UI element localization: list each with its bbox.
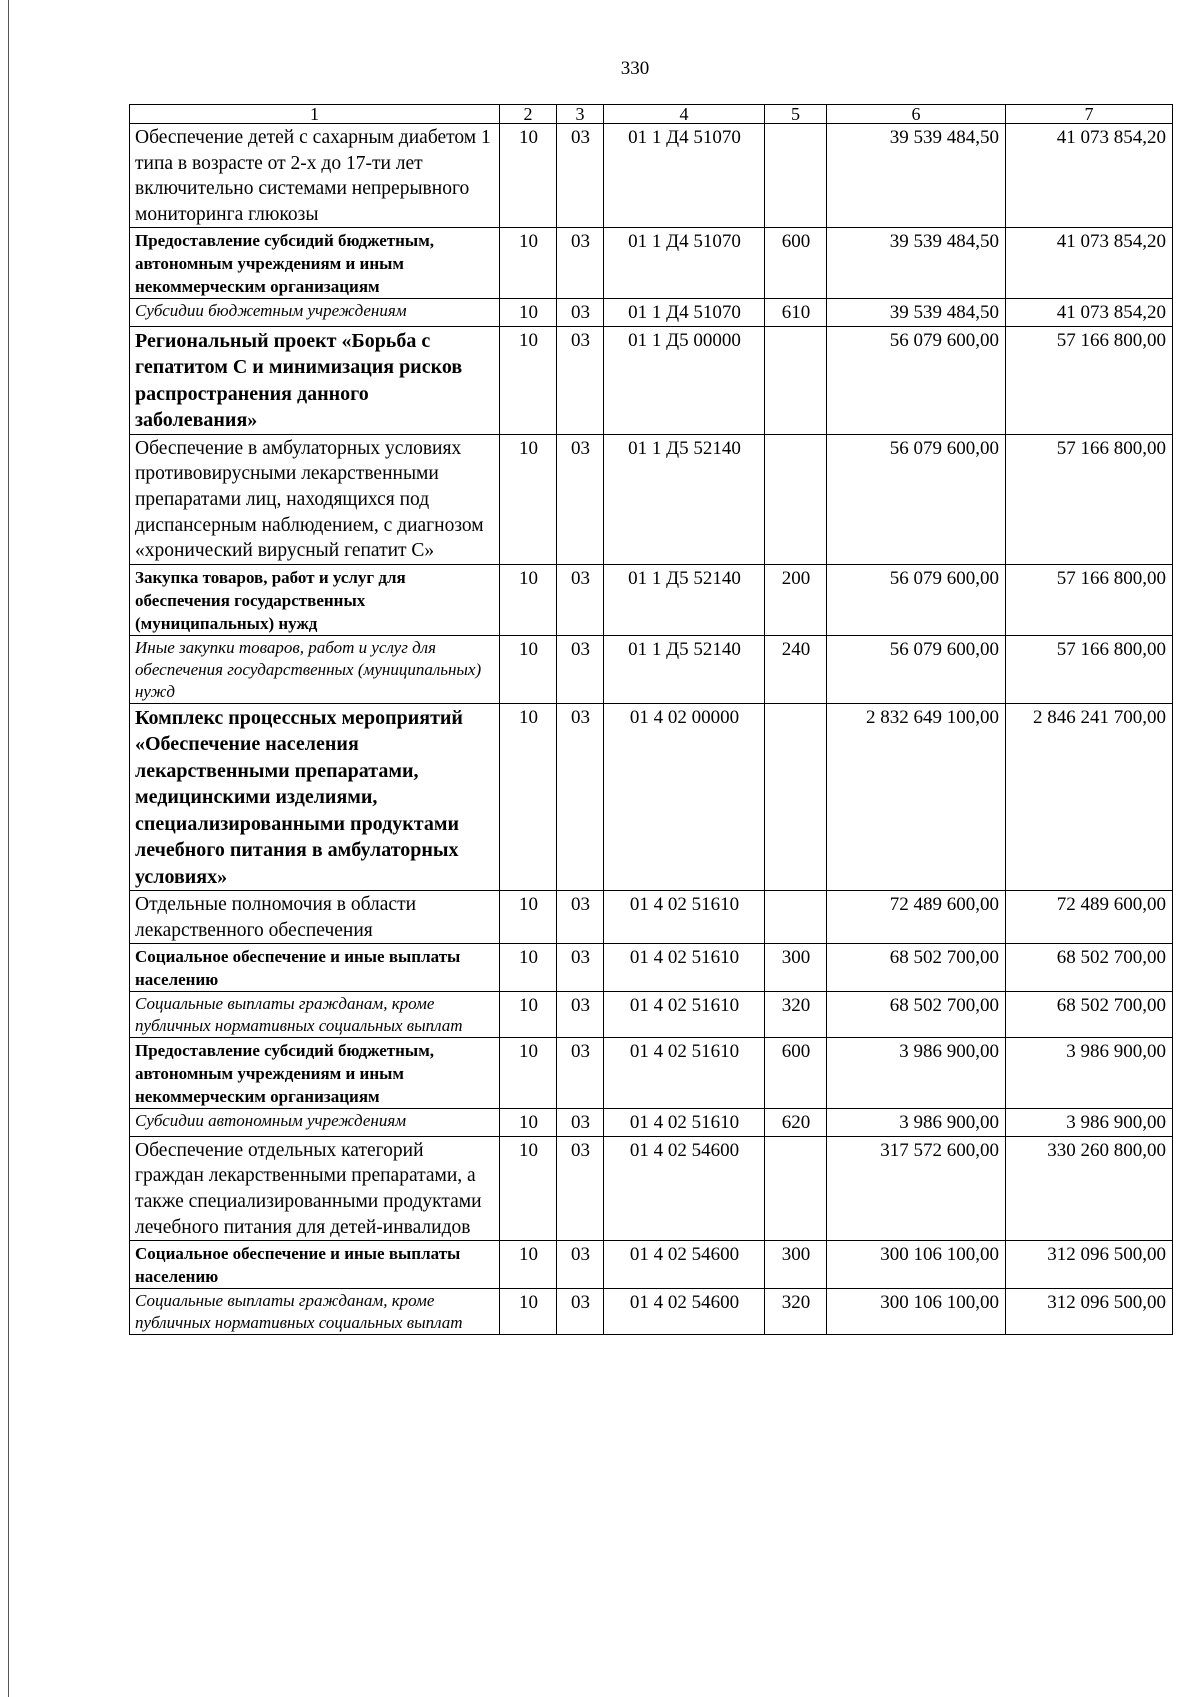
row-name-cell: Социальные выплаты гражданам, кроме публичных нормативных социальных выплат bbox=[130, 992, 500, 1038]
row-name-cell: Социальное обеспечение и иные выплаты населению bbox=[130, 1241, 500, 1289]
row-name-cell: Предоставление субсидий бюджетным, автономным учреждениям и иным некоммерческим организациям bbox=[130, 228, 500, 299]
table-row bbox=[130, 992, 1173, 1038]
expense-type-cell: 610 bbox=[765, 299, 827, 326]
section-code-cell: 10 bbox=[500, 992, 557, 1038]
column-header: 6 bbox=[827, 105, 1006, 124]
section-code-cell: 10 bbox=[500, 124, 557, 228]
section-code-cell: 10 bbox=[500, 1109, 557, 1136]
amount-year2-cell: 41 073 854,20 bbox=[1006, 299, 1173, 326]
subsection-code-cell: 03 bbox=[557, 299, 604, 326]
column-header: 1 bbox=[130, 105, 500, 124]
column-header: 5 bbox=[765, 105, 827, 124]
table-row bbox=[130, 299, 1173, 326]
table-header-row bbox=[130, 105, 1173, 124]
target-article-cell: 01 1 Д5 00000 bbox=[604, 326, 765, 434]
target-article-cell: 01 1 Д4 51070 bbox=[604, 299, 765, 326]
amount-year2-cell: 41 073 854,20 bbox=[1006, 228, 1173, 299]
subsection-code-cell: 03 bbox=[557, 1136, 604, 1240]
target-article-cell: 01 4 02 00000 bbox=[604, 703, 765, 891]
section-code-cell: 10 bbox=[500, 1289, 557, 1335]
subsection-code-cell: 03 bbox=[557, 1109, 604, 1136]
target-article-cell: 01 4 02 51610 bbox=[604, 992, 765, 1038]
subsection-code-cell: 03 bbox=[557, 1241, 604, 1289]
section-code-cell: 10 bbox=[500, 299, 557, 326]
section-code-cell: 10 bbox=[500, 703, 557, 891]
subsection-code-cell: 03 bbox=[557, 228, 604, 299]
section-code-cell: 10 bbox=[500, 326, 557, 434]
subsection-code-cell: 03 bbox=[557, 1289, 604, 1335]
row-name-cell: Обеспечение детей с сахарным диабетом 1 типа в возрасте от 2-х до 17-ти лет включительно системами непрерывного мониторинга глюкозы bbox=[130, 124, 500, 228]
row-name-cell: Субсидии бюджетным учреждениям bbox=[130, 299, 500, 326]
amount-year1-cell: 300 106 100,00 bbox=[827, 1289, 1006, 1335]
amount-year1-cell: 72 489 600,00 bbox=[827, 891, 1006, 944]
row-name-cell: Социальные выплаты гражданам, кроме публичных нормативных социальных выплат bbox=[130, 1289, 500, 1335]
section-code-cell: 10 bbox=[500, 891, 557, 944]
page-edge-line bbox=[8, 0, 9, 1697]
target-article-cell: 01 1 Д5 52140 bbox=[604, 434, 765, 564]
column-header: 7 bbox=[1006, 105, 1173, 124]
expense-type-cell: 240 bbox=[765, 635, 827, 703]
table-row bbox=[130, 1136, 1173, 1240]
target-article-cell: 01 4 02 54600 bbox=[604, 1289, 765, 1335]
section-code-cell: 10 bbox=[500, 1038, 557, 1109]
amount-year1-cell: 300 106 100,00 bbox=[827, 1241, 1006, 1289]
amount-year2-cell: 68 502 700,00 bbox=[1006, 992, 1173, 1038]
section-code-cell: 10 bbox=[500, 944, 557, 992]
amount-year2-cell: 3 986 900,00 bbox=[1006, 1038, 1173, 1109]
table-row bbox=[130, 944, 1173, 992]
amount-year2-cell: 68 502 700,00 bbox=[1006, 944, 1173, 992]
table-row bbox=[130, 1038, 1173, 1109]
section-code-cell: 10 bbox=[500, 1241, 557, 1289]
target-article-cell: 01 1 Д4 51070 bbox=[604, 228, 765, 299]
expense-type-cell bbox=[765, 1136, 827, 1240]
subsection-code-cell: 03 bbox=[557, 564, 604, 635]
table-row bbox=[130, 1241, 1173, 1289]
budget-table bbox=[129, 104, 1173, 1335]
amount-year2-cell: 57 166 800,00 bbox=[1006, 635, 1173, 703]
section-code-cell: 10 bbox=[500, 1136, 557, 1240]
row-name-cell: Закупка товаров, работ и услуг для обеспечения государственных (муниципальных) нужд bbox=[130, 564, 500, 635]
subsection-code-cell: 03 bbox=[557, 703, 604, 891]
amount-year2-cell: 330 260 800,00 bbox=[1006, 1136, 1173, 1240]
column-header: 2 bbox=[500, 105, 557, 124]
row-name-cell: Иные закупки товаров, работ и услуг для обеспечения государственных (муниципальных) нужд bbox=[130, 635, 500, 703]
amount-year1-cell: 3 986 900,00 bbox=[827, 1038, 1006, 1109]
expense-type-cell: 300 bbox=[765, 944, 827, 992]
amount-year1-cell: 56 079 600,00 bbox=[827, 434, 1006, 564]
amount-year1-cell: 56 079 600,00 bbox=[827, 564, 1006, 635]
expense-type-cell bbox=[765, 124, 827, 228]
expense-type-cell: 600 bbox=[765, 228, 827, 299]
table-row bbox=[130, 228, 1173, 299]
row-name-cell: Отдельные полномочия в области лекарственного обеспечения bbox=[130, 891, 500, 944]
amount-year1-cell: 39 539 484,50 bbox=[827, 299, 1006, 326]
table-row bbox=[130, 703, 1173, 891]
amount-year1-cell: 39 539 484,50 bbox=[827, 228, 1006, 299]
amount-year2-cell: 57 166 800,00 bbox=[1006, 434, 1173, 564]
table-row bbox=[130, 124, 1173, 228]
table-row bbox=[130, 326, 1173, 434]
target-article-cell: 01 4 02 54600 bbox=[604, 1241, 765, 1289]
section-code-cell: 10 bbox=[500, 635, 557, 703]
column-header: 4 bbox=[604, 105, 765, 124]
subsection-code-cell: 03 bbox=[557, 124, 604, 228]
amount-year2-cell: 57 166 800,00 bbox=[1006, 326, 1173, 434]
amount-year2-cell: 312 096 500,00 bbox=[1006, 1289, 1173, 1335]
amount-year2-cell: 2 846 241 700,00 bbox=[1006, 703, 1173, 891]
table-row bbox=[130, 1109, 1173, 1136]
target-article-cell: 01 4 02 54600 bbox=[604, 1136, 765, 1240]
target-article-cell: 01 4 02 51610 bbox=[604, 944, 765, 992]
row-name-cell: Региональный проект «Борьба с гепатитом С и минимизация рисков распространения данного заболевания» bbox=[130, 326, 500, 434]
row-name-cell: Обеспечение отдельных категорий граждан лекарственными препаратами, а также специализированными продуктами лечебного питания для детей-инвалидов bbox=[130, 1136, 500, 1240]
subsection-code-cell: 03 bbox=[557, 944, 604, 992]
amount-year2-cell: 57 166 800,00 bbox=[1006, 564, 1173, 635]
table-row bbox=[130, 635, 1173, 703]
amount-year2-cell: 312 096 500,00 bbox=[1006, 1241, 1173, 1289]
subsection-code-cell: 03 bbox=[557, 992, 604, 1038]
row-name-cell: Обеспечение в амбулаторных условиях противовирусными лекарственными препаратами лиц, находящихся под диспансерным наблюдением, с диагнозом «хронический вирусный гепатит С» bbox=[130, 434, 500, 564]
table-row bbox=[130, 434, 1173, 564]
amount-year1-cell: 39 539 484,50 bbox=[827, 124, 1006, 228]
amount-year1-cell: 56 079 600,00 bbox=[827, 635, 1006, 703]
expense-type-cell bbox=[765, 326, 827, 434]
table-row bbox=[130, 564, 1173, 635]
amount-year2-cell: 41 073 854,20 bbox=[1006, 124, 1173, 228]
amount-year2-cell: 3 986 900,00 bbox=[1006, 1109, 1173, 1136]
target-article-cell: 01 1 Д5 52140 bbox=[604, 564, 765, 635]
expense-type-cell bbox=[765, 703, 827, 891]
subsection-code-cell: 03 bbox=[557, 1038, 604, 1109]
expense-type-cell: 320 bbox=[765, 1289, 827, 1335]
target-article-cell: 01 1 Д4 51070 bbox=[604, 124, 765, 228]
amount-year1-cell: 317 572 600,00 bbox=[827, 1136, 1006, 1240]
target-article-cell: 01 4 02 51610 bbox=[604, 1109, 765, 1136]
expense-type-cell: 320 bbox=[765, 992, 827, 1038]
amount-year1-cell: 68 502 700,00 bbox=[827, 944, 1006, 992]
section-code-cell: 10 bbox=[500, 564, 557, 635]
section-code-cell: 10 bbox=[500, 434, 557, 564]
target-article-cell: 01 1 Д5 52140 bbox=[604, 635, 765, 703]
amount-year1-cell: 3 986 900,00 bbox=[827, 1109, 1006, 1136]
row-name-cell: Социальное обеспечение и иные выплаты населению bbox=[130, 944, 500, 992]
target-article-cell: 01 4 02 51610 bbox=[604, 891, 765, 944]
amount-year1-cell: 56 079 600,00 bbox=[827, 326, 1006, 434]
amount-year1-cell: 2 832 649 100,00 bbox=[827, 703, 1006, 891]
subsection-code-cell: 03 bbox=[557, 635, 604, 703]
table-row bbox=[130, 1289, 1173, 1335]
column-header: 3 bbox=[557, 105, 604, 124]
expense-type-cell bbox=[765, 891, 827, 944]
row-name-cell: Комплекс процессных мероприятий «Обеспечение населения лекарственными препаратами, медицинскими изделиями, специализированными продуктами лечебного питания в амбулаторных условиях» bbox=[130, 703, 500, 891]
expense-type-cell: 300 bbox=[765, 1241, 827, 1289]
subsection-code-cell: 03 bbox=[557, 326, 604, 434]
subsection-code-cell: 03 bbox=[557, 891, 604, 944]
subsection-code-cell: 03 bbox=[557, 434, 604, 564]
section-code-cell: 10 bbox=[500, 228, 557, 299]
amount-year1-cell: 68 502 700,00 bbox=[827, 992, 1006, 1038]
page-number: 330 bbox=[620, 58, 650, 79]
table-row bbox=[130, 891, 1173, 944]
expense-type-cell: 600 bbox=[765, 1038, 827, 1109]
target-article-cell: 01 4 02 51610 bbox=[604, 1038, 765, 1109]
expense-type-cell: 620 bbox=[765, 1109, 827, 1136]
amount-year2-cell: 72 489 600,00 bbox=[1006, 891, 1173, 944]
row-name-cell: Субсидии автономным учреждениям bbox=[130, 1109, 500, 1136]
expense-type-cell bbox=[765, 434, 827, 564]
expense-type-cell: 200 bbox=[765, 564, 827, 635]
row-name-cell: Предоставление субсидий бюджетным, автономным учреждениям и иным некоммерческим организациям bbox=[130, 1038, 500, 1109]
